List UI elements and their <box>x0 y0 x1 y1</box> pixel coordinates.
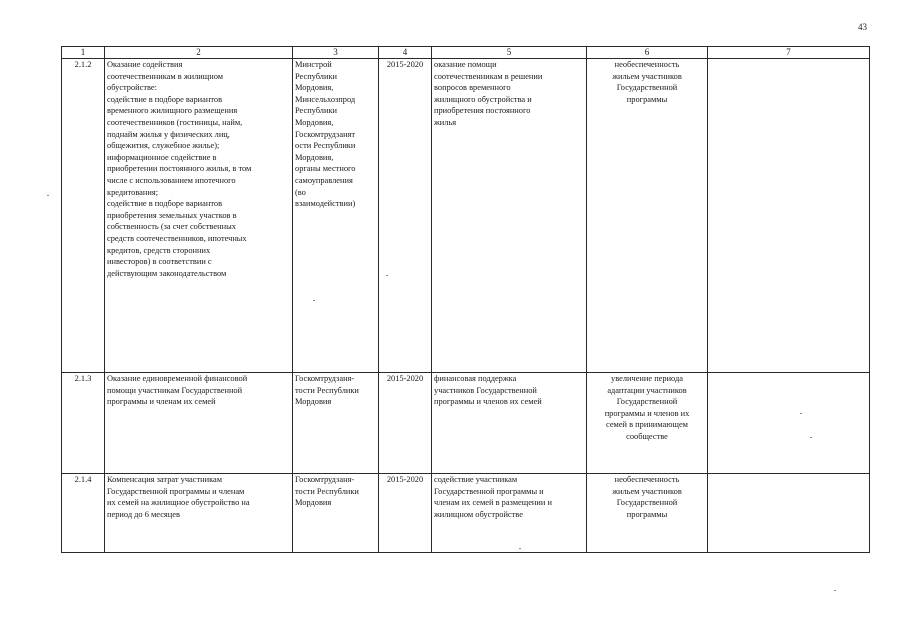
activity-executor: Госкомтрудзаня- тости Республики Мордовия <box>293 474 379 553</box>
scan-speck <box>47 195 49 196</box>
activity-note <box>708 474 870 553</box>
activity-description: Оказание единовременной финансовой помощи участникам Государственной программы и членам их семей <box>105 373 293 474</box>
activity-number: 2.1.3 <box>62 373 105 474</box>
scan-speck <box>800 413 802 414</box>
scan-speck <box>313 300 315 301</box>
column-header: 6 <box>587 47 708 59</box>
scan-speck <box>834 590 836 591</box>
scan-speck <box>810 437 812 438</box>
page-number: 43 <box>858 22 867 32</box>
column-header: 5 <box>432 47 587 59</box>
program-activities-table <box>61 46 870 553</box>
table-row <box>62 373 870 474</box>
activity-period: 2015-2020 <box>379 474 432 553</box>
activity-description: Оказание содействия соотечественникам в жилищном обустройстве: содействие в подборе вариантов временного жилищного размещения соотечественников (гостиницы, найм, поднайм жилья у физических лиц, общежития, служебное жилье); информационное содействие в приобретении постоянного жилья, в том числе с использованием ипотечного кредитования; содействие в подборе вариантов приобретения земельных участков в собственность (за счет собственных средств соотечественников, ипотечных кредитов, средств сторонних инвесторов) в соответствии с действующим законодательством <box>105 59 293 373</box>
activity-period: 2015-2020 <box>379 59 432 373</box>
non-implementation-consequence: необеспеченность жильем участников Государственной программы <box>587 59 708 373</box>
non-implementation-consequence: необеспеченность жильем участников Государственной программы <box>587 474 708 553</box>
activity-period: 2015-2020 <box>379 373 432 474</box>
column-header: 3 <box>293 47 379 59</box>
table-row <box>62 474 870 553</box>
activity-description: Компенсация затрат участникам Государственной программы и членам их семей на жилищное обустройство на период до 6 месяцев <box>105 474 293 553</box>
column-header: 7 <box>708 47 870 59</box>
non-implementation-consequence: увеличение периода адаптации участников Государственной программы и членов их семей в принимающем сообществе <box>587 373 708 474</box>
activity-number: 2.1.2 <box>62 59 105 373</box>
expected-result: содействие участникам Государственной программы и членам их семей в размещении и жилищном обустройстве <box>432 474 587 553</box>
column-number-row <box>62 47 870 59</box>
expected-result: оказание помощи соотечественникам в решении вопросов временного жилищного обустройства и приобретения постоянного жилья <box>432 59 587 373</box>
activity-note <box>708 59 870 373</box>
activity-executor: Госкомтрудзаня- тости Республики Мордовия <box>293 373 379 474</box>
activity-number: 2.1.4 <box>62 474 105 553</box>
expected-result: финансовая поддержка участников Государственной программы и членов их семей <box>432 373 587 474</box>
column-header: 1 <box>62 47 105 59</box>
column-header: 2 <box>105 47 293 59</box>
table-row <box>62 59 870 373</box>
scan-speck <box>386 275 388 276</box>
column-header: 4 <box>379 47 432 59</box>
activity-note <box>708 373 870 474</box>
activity-executor: Минстрой Республики Мордовия, Минсельхозпрод Республики Мордовия, Госкомтрудзанят ости Республики Мордовия, органы местного самоуправления (во взаимодействии) <box>293 59 379 373</box>
scan-speck <box>519 548 521 549</box>
